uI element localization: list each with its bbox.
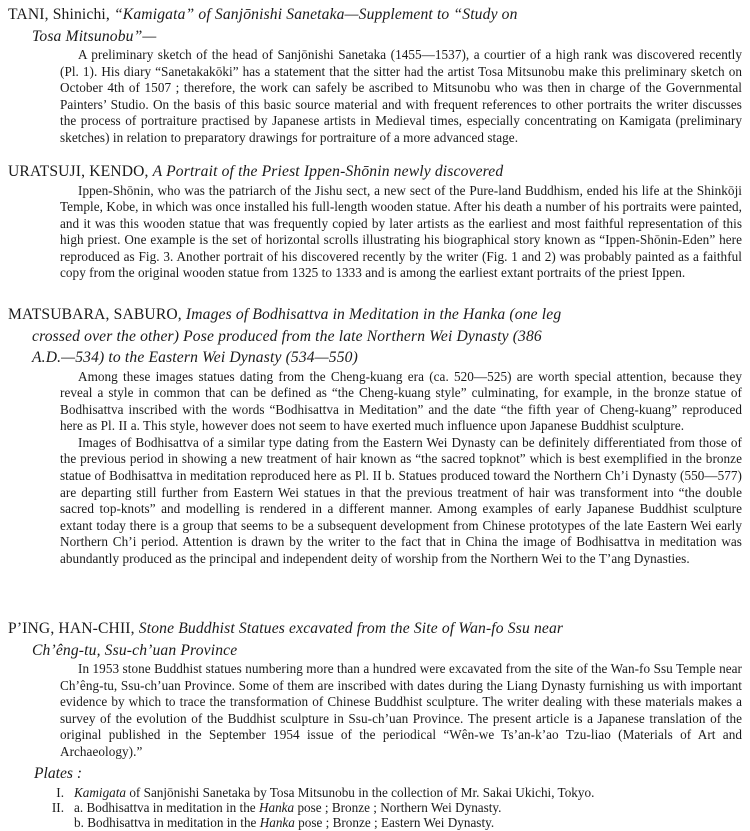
entry-title-line-1: A Portrait of the Priest Ippen-Shōnin newly discovered	[152, 163, 504, 180]
plate-text-post: pose ; Bronze ; Northern Wei Dynasty.	[294, 800, 502, 815]
entry-title-line-2: crossed over the other) Pose produced from the late Northern Wei Dynasty (386	[32, 327, 542, 345]
abstract-paragraph	[60, 47, 742, 147]
plate-number: II.	[51, 800, 64, 815]
abstract-paragraph	[60, 435, 742, 568]
entry-heading	[8, 304, 742, 369]
plate-text-pre: b. Bodhisattva in meditation in the	[74, 815, 260, 830]
abstract-paragraph	[60, 369, 742, 435]
plate-text-italic: Hanka	[258, 800, 295, 815]
entry-uratsuji	[8, 161, 742, 282]
entry-heading	[8, 618, 742, 661]
entry-author: TANI, Shinichi,	[8, 6, 110, 23]
plate-text-post: pose ; Bronze ; Eastern Wei Dynasty.	[294, 815, 495, 830]
entry-author: URATSUJI, KENDO,	[8, 163, 149, 180]
entry-title-line-3: A.D.—534) to the Eastern Wei Dynasty (534—550)	[32, 349, 358, 366]
plate-item	[38, 800, 501, 816]
abstract-text: Among these images statues dating from the Cheng-kuang era (ca. 520—525) are worth special attention, because they reveal a style in common that can be defined as “the Cheng-kuang style” culminating, for example, in the bronze statue of Bodhisattva inscribed with the words “Bodhisattva in Meditation” and the date “the fifth year of Cheng-kuang” reproduced here as Pl. II a. This style, however does not seem to have exerted much influence upon Japanese Buddhist sculpture.	[60, 368, 742, 434]
entry-heading	[8, 161, 742, 183]
entry-author: MATSUBARA, SABURO,	[8, 306, 182, 323]
entry-author: P’ING, HAN-CHII,	[8, 620, 135, 637]
plate-text-italic: Hanka	[259, 815, 295, 830]
plate-item	[38, 785, 594, 801]
entry-ping	[8, 618, 742, 761]
entry-title-line-2: Ch’êng-tu, Ssu-ch’uan Province	[32, 641, 238, 659]
plate-number: I.	[56, 785, 64, 800]
plate-text-italic: Kamigata	[74, 785, 127, 800]
entry-title-line-1: Stone Buddhist Statues excavated from the Site of Wan-fo Ssu near	[138, 620, 564, 637]
abstract-text: In 1953 stone Buddhist statues numbering more than a hundred were excavated from the site of the Wan-fo Ssu Temple near Ch’êng-tu, Ssu-ch’uan Province. Some of them are inscribed with dates during the Liang Dynasty furnishing us with important evidence by which to trace the transformation of Chinese Buddhist sculpture. The writer dealing with these materials makes a survey of the evolution of the Buddhist sculpture in Ssu-ch’uan Province. The present article is a Japanese translation of the original published in the September 1954 issue of the periodical “Wên-we Ts’an-k’ao Tzu-liao (Materials of Art and Archaeology).”	[60, 661, 742, 759]
plate-text-post: of Sanjōnishi Sanetaka by Tosa Mitsunobu in the collection of Mr. Sakai Ukichi, Tokyo.	[126, 785, 595, 800]
plate-text-pre: a. Bodhisattva in meditation in the	[74, 800, 259, 815]
entry-title-line-1: “Kamigata” of Sanjōnishi Sanetaka—Supplement to “Study on	[113, 6, 518, 23]
abstract-text: Ippen-Shōnin, who was the patriarch of the Jishu sect, a new sect of the Pure-land Buddhism, ended his life at the Shinkōji Temple, Kobe, in which was once installed his full-length wooden statue. After his death a number of his portraits were painted, and it was this wooden statue that was frequently copied by later artists as the earliest and most faithful representation of this high priest. One example is the set of horizontal scrolls illustrating his biographical story known as “Ippen-Shōnin-Eden” here reproduced as Fig. 3. Another portrait of his discovered recently by the writer (Fig. 1 and 2) was probably painted as a faithful copy from the original wooden statue from 1325 to 1333 and is among the earliest extant portraits of the priest Ippen.	[60, 182, 742, 281]
abstract-paragraph	[60, 183, 742, 283]
entry-abstract	[8, 183, 742, 283]
abstract-paragraph	[60, 661, 742, 761]
entry-abstract	[8, 661, 742, 761]
plates-heading: Plates :	[34, 765, 83, 782]
entry-matsubara	[8, 304, 742, 568]
abstract-text: Images of Bodhisattva of a similar type dating from the Eastern Wei Dynasty can be definitely differentiated from those of the previous period in showing a new treatment of hair known as “the sacred topknot” which is best exemplified in the bronze statue of Bodhisattva in meditation reproduced here as Pl. II b. Statues produced toward the Northern Ch’i Dynasty (550—577) are departing still further from Eastern Wei statues in that the previous treatment of hair was transforment into “the double sacred top-knots” and modelling is rendered in a different manner. Among examples of early Japanese Buddhist sculpture extant today there is a group that seems to be a subsequent development from Chinese prototypes of the late Eastern Wei early Northern Ch’i period. Attention is drawn by the writer to the fact that in China the image of Bodhisattva in meditation was abundantly produced as the principal and independent deity of worship from the Northern Wei to the T’ang Dynasties.	[60, 434, 742, 567]
entry-heading	[8, 4, 742, 47]
entry-title-line-1: Images of Bodhisattva in Meditation in the Hanka (one leg	[185, 306, 562, 323]
entry-abstract	[8, 369, 742, 568]
entry-tani	[8, 4, 742, 147]
entry-abstract	[8, 47, 742, 147]
entry-title-line-2: Tosa Mitsunobu”—	[32, 27, 157, 45]
abstract-text: A preliminary sketch of the head of Sanjōnishi Sanetaka (1455—1537), a courtier of a high rank was discovered recently (Pl. 1). His diary “Sanetakakōki” has a statement that the sitter had the artist Tosa Mitsunobu make this preliminary sketch on October 4th of 1507 ; therefore, the work can safely be ascribed to Mitsunobu who was then in charge of the Governmental Painters’ Studio. On the basis of this basic source material and with frequent references to other portraits the writer discusses the process of portraiture practised by Japanese artists in Medieval times, especially concentrating on Kamigata (preliminary sketches) in relation to preparatory drawings for portraiture of a more advanced stage.	[60, 47, 742, 145]
